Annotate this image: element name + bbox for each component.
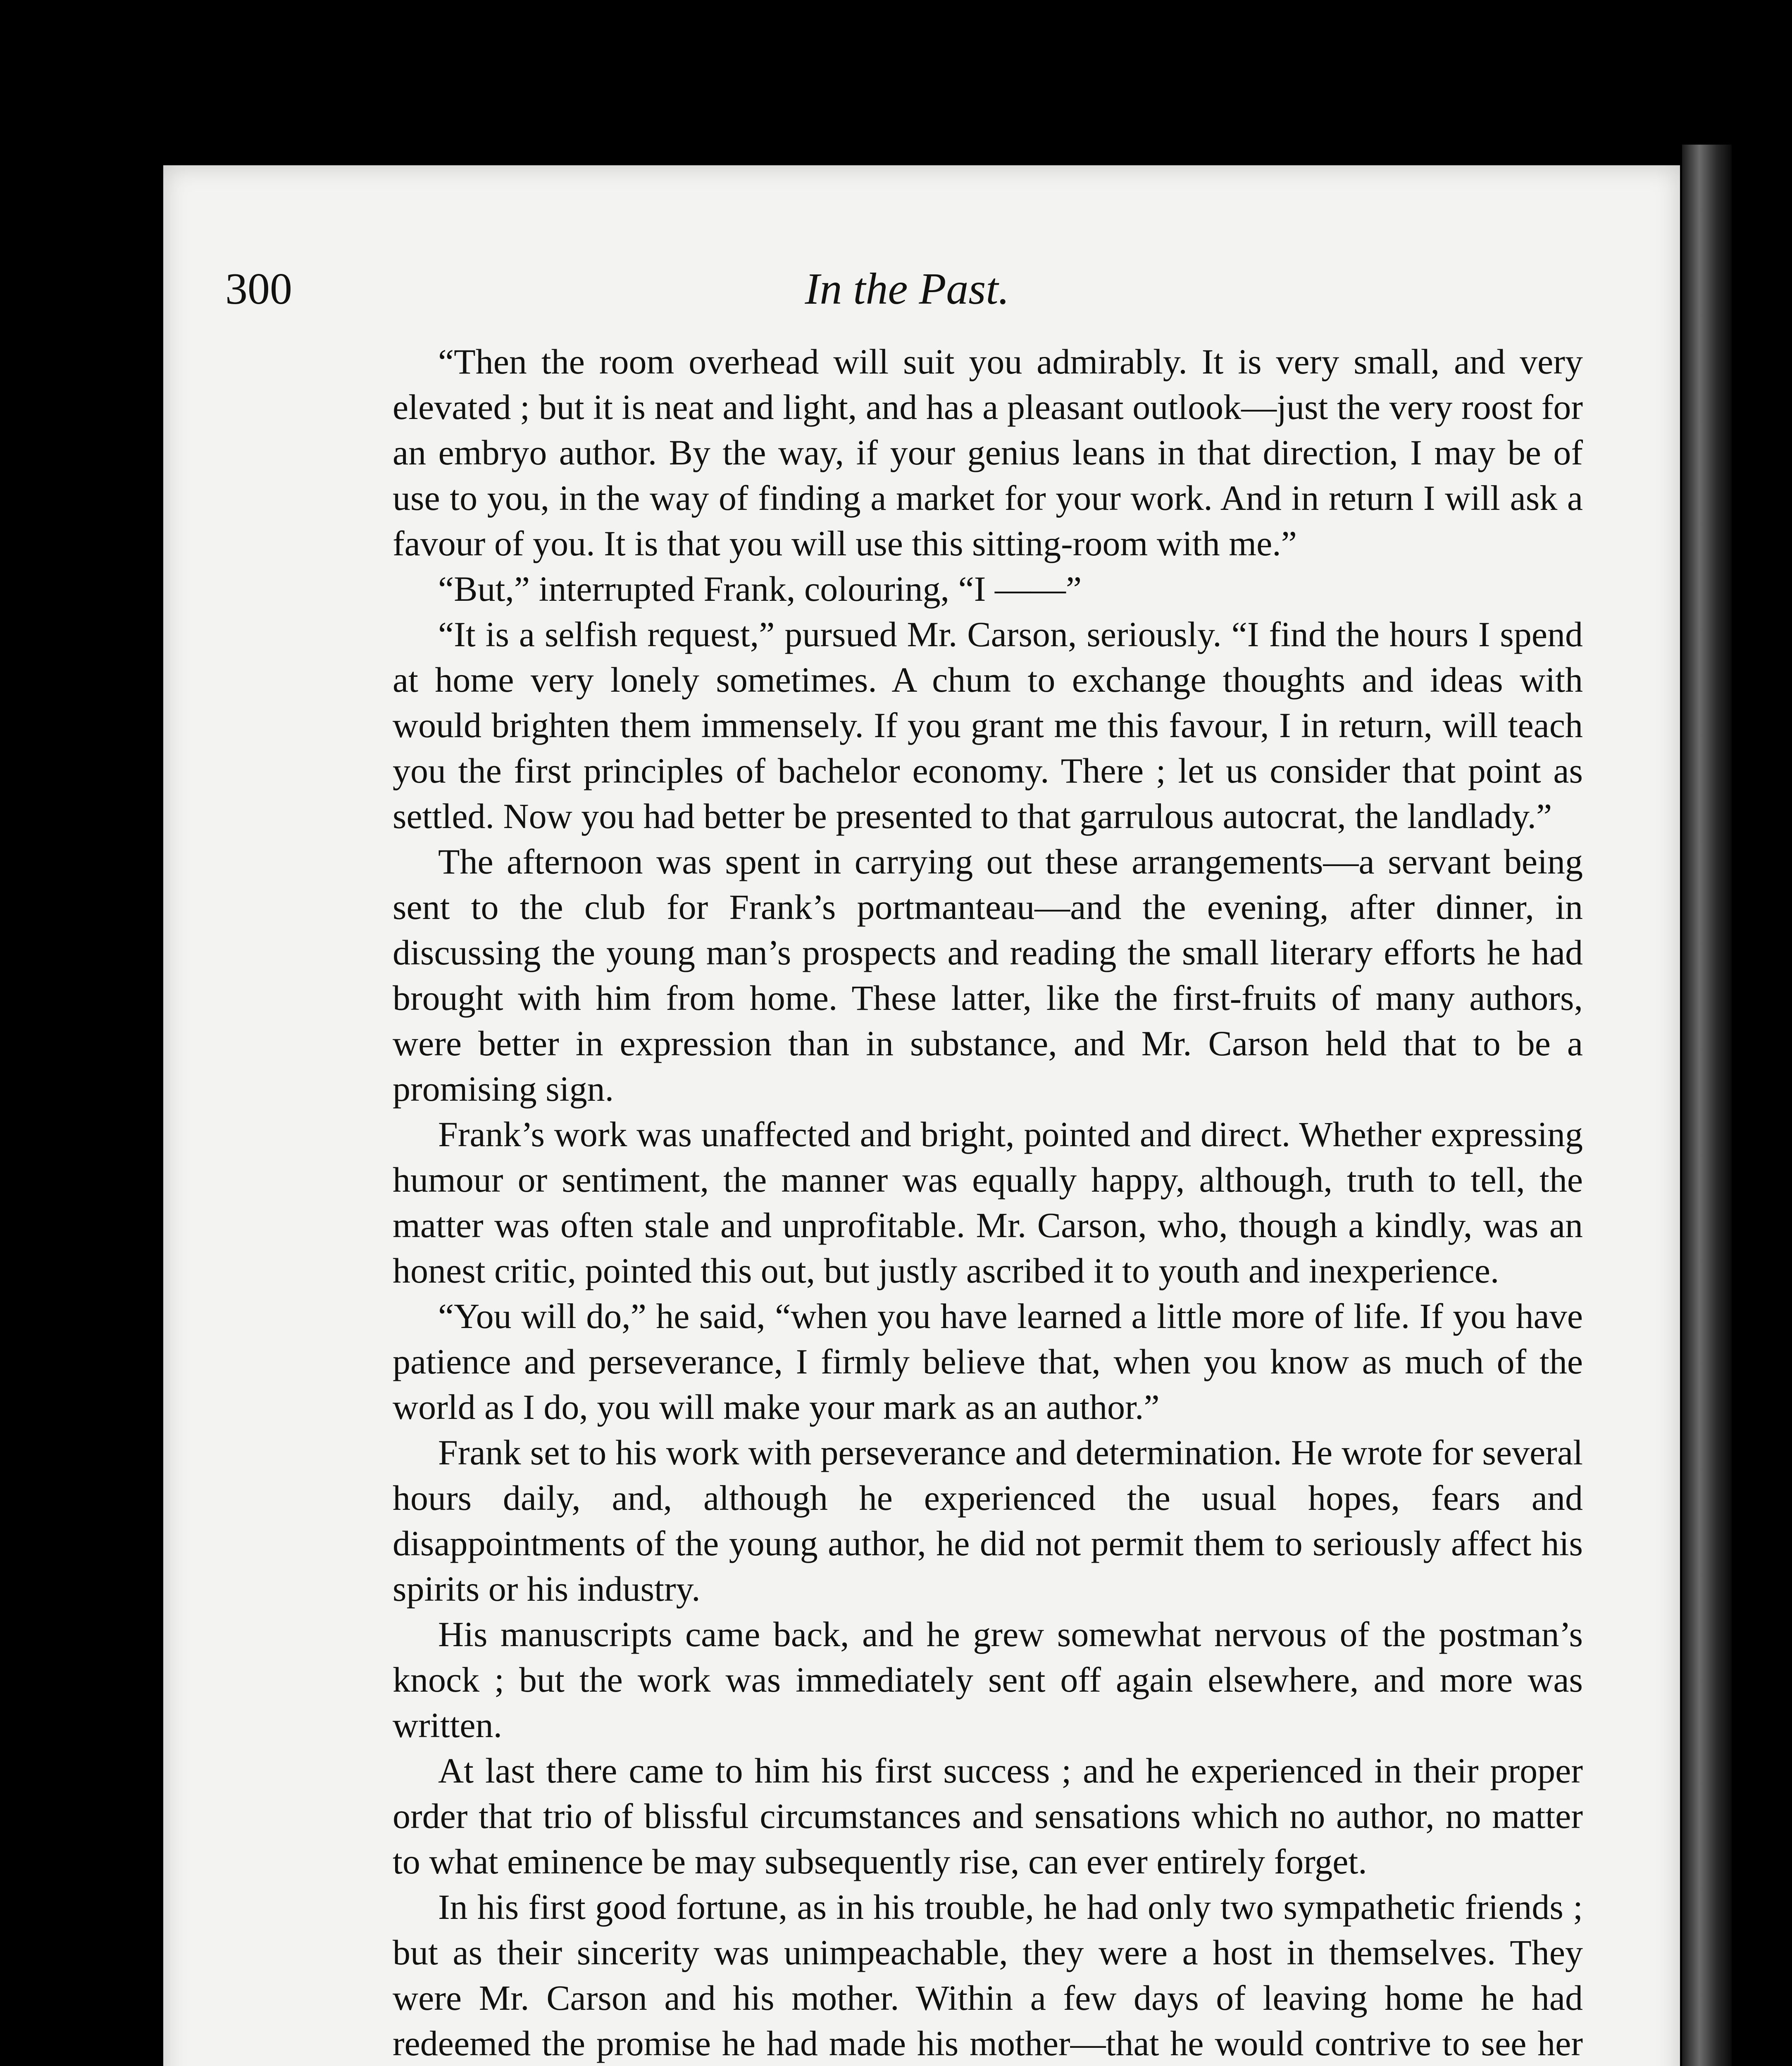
- paragraph: “But,” interrupted Frank, colouring, “I ——”: [438, 569, 1082, 609]
- page-header: [225, 260, 1589, 326]
- paragraph: Frank set to his work with perseverance and determination. He wrote for several hours daily, and, although he experienced the usual hopes, fears and disappointments of the young author, he did not permit them to seriously affect his spirits or his industry.: [393, 1433, 1583, 1609]
- running-title: In the Past.: [805, 264, 1010, 314]
- paragraph: At last there came to him his first success ; and he experienced in their proper order that trio of blissful circumstances and sensations which no author, no matter to what eminence be may subsequently rise, can ever entirely forget.: [393, 1751, 1583, 1881]
- paragraph: “Then the room overhead will suit you admirably. It is very small, and very elevated ; but it is neat and light, and has a pleasant outlook—just the very roost for an embryo author. By the way, if your genius leans in that direction, I may be of use to you, in the way of finding a market for your work. And in return I will ask a favour of you. It is that you will use this sitting-room with me.”: [393, 342, 1583, 563]
- body-text: [393, 339, 1583, 2066]
- paragraph: The afternoon was spent in carrying out these arrangements—a servant being sent to the club for Frank’s portmanteau—and the evening, after dinner, in discussing the young man’s prospects and reading the small literary efforts he had brought with him from home. These latter, like the first-fruits of many authors, were better in expression than in substance, and Mr. Carson held that to be a promising sign.: [393, 842, 1583, 1109]
- paragraph: “It is a selfish request,” pursued Mr. Carson, seriously. “I find the hours I spend at home very lonely sometimes. A chum to exchange thoughts and ideas with would brighten them immensely. If you grant me this favour, I in return, will teach you the first principles of bachelor economy. There ; let us consider that point as settled. Now you had better be presented to that garrulous autocrat, the landlady.”: [393, 614, 1583, 836]
- facing-page-edge: [1682, 145, 1732, 2066]
- paragraph: His manuscripts came back, and he grew somewhat nervous of the postman’s knock ; but the work was immediately sent off again elsewhere, and more was written.: [393, 1614, 1583, 1745]
- paragraph: “You will do,” he said, “when you have learned a little more of life. If you have patience and perseverance, I firmly believe that, when you know as much of the world as I do, you will make your mark as an author.”: [393, 1296, 1583, 1427]
- paragraph: In his first good fortune, as in his trouble, he had only two sympathetic friends ; but as their sincerity was unimpeachable, they were a host in themselves. They were Mr. Carson and his mother. Within a few days of leaving home he had redeemed the promise he had made his mother—that he would contrive to see her: [393, 1887, 1583, 2063]
- page-number: 300: [225, 264, 292, 314]
- paragraph: Frank’s work was unaffected and bright, pointed and direct. Whether expressing humour or sentiment, the manner was equally happy, although, truth to tell, the matter was often stale and unprofitable. Mr. Carson, who, though a kindly, was an honest critic, pointed this out, but justly ascribed it to youth and inexperience.: [393, 1114, 1583, 1290]
